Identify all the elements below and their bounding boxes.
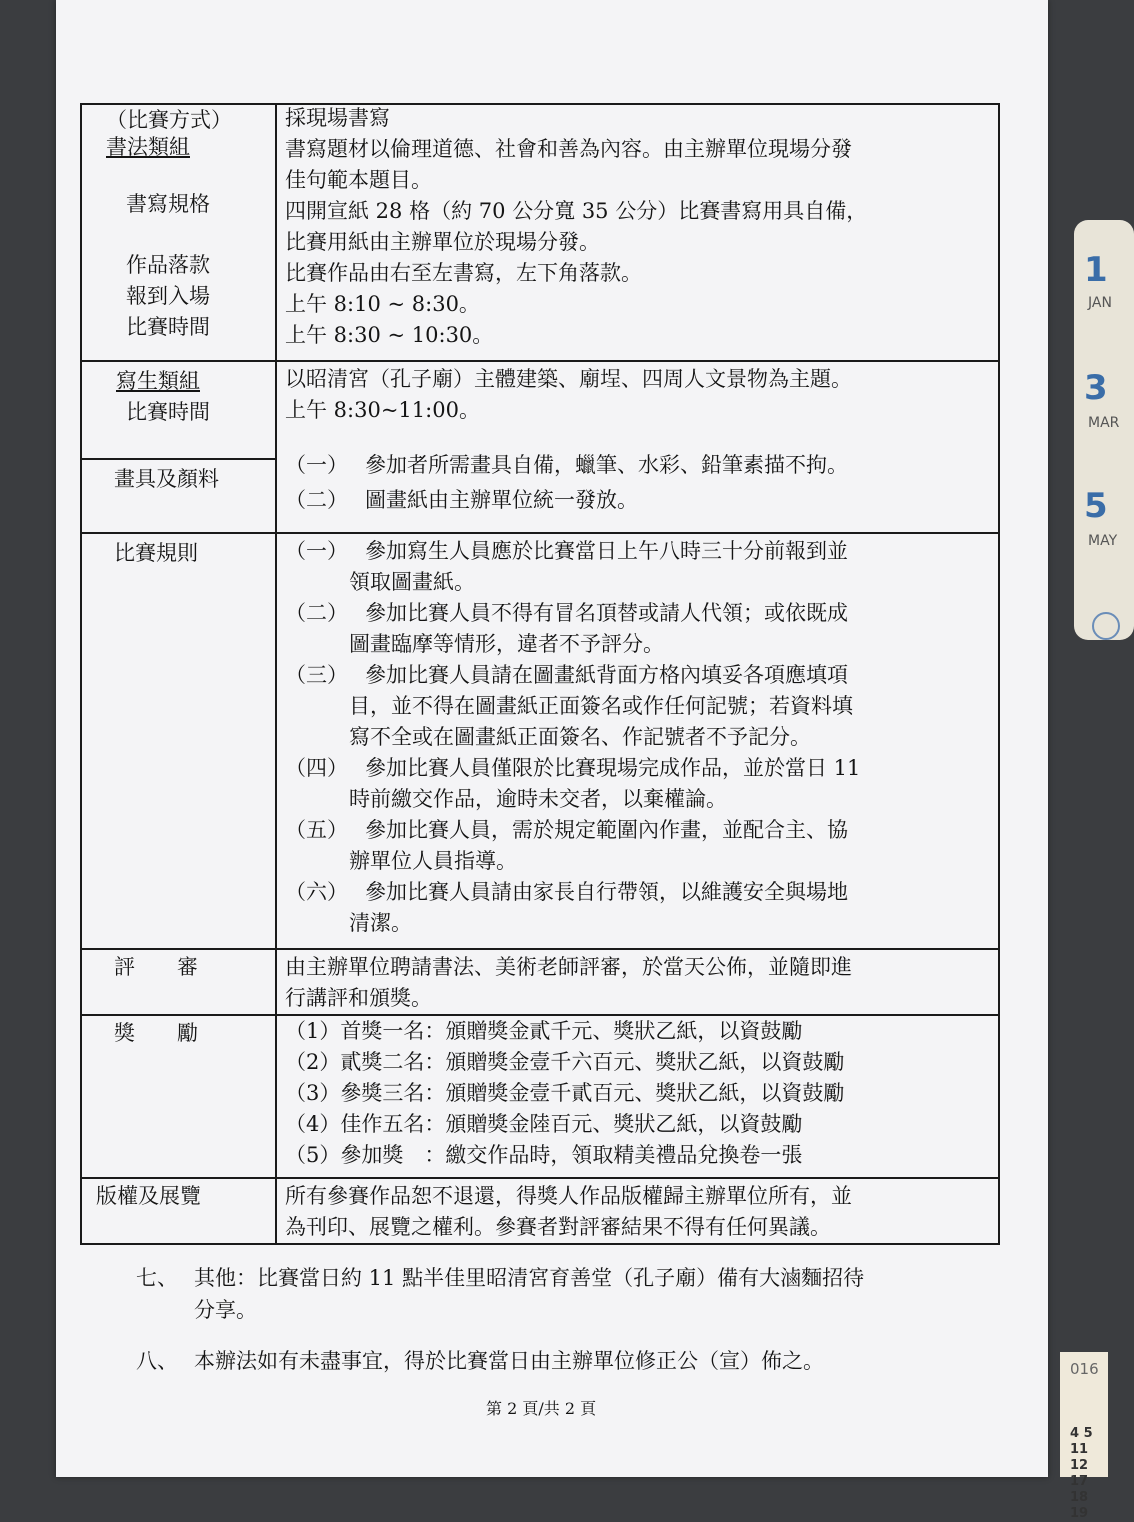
rule-text: 領取圖畫紙。 bbox=[349, 570, 475, 594]
calendar-number: 5 bbox=[1084, 486, 1108, 526]
rule-item bbox=[285, 536, 998, 567]
other-item-8 bbox=[136, 1346, 824, 1377]
item-number: （六） bbox=[285, 880, 348, 904]
rule-item bbox=[285, 877, 998, 908]
rule-text: 參加比賽人員請由家長自行帶領，以維護安全與場地 bbox=[365, 880, 848, 904]
signature-label: 作品落款 bbox=[126, 253, 210, 277]
rule-text: 參加寫生人員應於比賽當日上午八時三十分前報到並 bbox=[365, 539, 848, 563]
other-text: 本辦法如有未盡事宜，得於比賽當日由主辦單位修正公（宣）佈之。 bbox=[194, 1349, 824, 1373]
other-text: 其他：比賽當日約 11 點半佳里昭清宮育善堂（孔子廟）備有大滷麵招待 bbox=[194, 1266, 865, 1290]
background-calendar bbox=[1074, 220, 1134, 640]
calligraphy-label-cell bbox=[81, 104, 276, 361]
rules-label-cell bbox=[81, 533, 276, 949]
method-text: 採現場書寫 bbox=[285, 106, 390, 130]
calendar-number: 3 bbox=[1084, 368, 1108, 408]
sketch-group-label: 寫生類組 bbox=[116, 369, 200, 393]
item-number: （五） bbox=[285, 818, 348, 842]
background-desk-calendar bbox=[1060, 1352, 1108, 1521]
method-label: （比賽方式） bbox=[106, 108, 232, 132]
copyright-text: 所有參賽作品恕不退還，得獎人作品版權歸主辦單位所有，並 bbox=[285, 1184, 852, 1208]
desk-calendar-dates bbox=[1070, 1426, 1108, 1522]
item-marker: 七、 bbox=[136, 1266, 178, 1290]
item-number: （一） bbox=[285, 453, 348, 477]
rule-text: 寫不全或在圖畫紙正面簽名、作記號者不予記分。 bbox=[349, 725, 811, 749]
page-footer: 第 2 頁/共 2 頁 bbox=[486, 1399, 597, 1418]
desk-calendar-date: 4 5 bbox=[1070, 1426, 1093, 1441]
rules-label: 比賽規則 bbox=[114, 541, 198, 565]
topic-text: 佳句範本題目。 bbox=[285, 168, 432, 192]
copyright-label: 版權及展覽 bbox=[96, 1184, 201, 1208]
calendar-number: 1 bbox=[1084, 250, 1108, 290]
checkin-text: 上午 8:10 ~ 8:30。 bbox=[285, 292, 480, 316]
item-number: （一） bbox=[285, 539, 348, 563]
judging-label-cell bbox=[81, 949, 276, 1015]
rule-text: 目，並不得在圖畫紙正面簽名或作任何記號；若資料填 bbox=[349, 694, 853, 718]
material-item bbox=[285, 450, 998, 481]
rule-text: 辦單位人員指導。 bbox=[349, 849, 517, 873]
calendar-month: JAN bbox=[1088, 295, 1112, 311]
rule-text: 清潔。 bbox=[349, 911, 412, 935]
table-row bbox=[81, 361, 999, 459]
rule-item bbox=[285, 598, 998, 629]
copyright-label-cell bbox=[81, 1178, 276, 1244]
rule-text: 時前繳交作品，逾時未交者，以棄權論。 bbox=[349, 787, 727, 811]
desk-calendar-year: 016 bbox=[1070, 1360, 1099, 1378]
calendar-month: MAR bbox=[1088, 415, 1120, 431]
other-item-7 bbox=[136, 1263, 864, 1294]
table-row bbox=[81, 1178, 999, 1244]
rule-item bbox=[285, 753, 998, 784]
signature-text: 比賽作品由右至左書寫，左下角落款。 bbox=[285, 261, 642, 285]
calligraphy-group-label: 書法類組 bbox=[106, 135, 190, 159]
table-row bbox=[81, 533, 999, 949]
item-number: （二） bbox=[285, 601, 348, 625]
award-item: （1）首獎一名：頒贈獎金貳千元、獎狀乙紙，以資鼓勵 bbox=[285, 1019, 803, 1043]
rule-text: 參加比賽人員請在圖畫紙背面方格內填妥各項應填項 bbox=[365, 663, 848, 687]
sketch-label-cell bbox=[81, 361, 276, 459]
awards-label-cell bbox=[81, 1015, 276, 1178]
judging-label: 評 審 bbox=[114, 955, 198, 979]
copyright-text: 為刊印、展覽之權利。參賽者對評審結果不得有任何異議。 bbox=[285, 1215, 831, 1239]
judging-text: 行講評和頒獎。 bbox=[285, 986, 432, 1010]
sketch-time-text: 上午 8:30~11:00。 bbox=[285, 398, 480, 422]
material-item bbox=[285, 485, 998, 516]
calendar-ring bbox=[1092, 612, 1120, 640]
item-text: 圖畫紙由主辦單位統一發放。 bbox=[365, 488, 638, 512]
calligraphy-content-cell bbox=[276, 104, 999, 361]
item-marker: 八、 bbox=[136, 1349, 178, 1373]
judging-text: 由主辦單位聘請書法、美術老師評審，於當天公佈，並隨即進 bbox=[285, 955, 852, 979]
sketch-time-label: 比賽時間 bbox=[126, 400, 210, 424]
topic-text: 書寫題材以倫理道德、社會和善為內容。由主辦單位現場分發 bbox=[285, 137, 852, 161]
award-item: （3）參獎三名：頒贈獎金壹千貳百元、獎狀乙紙，以資鼓勵 bbox=[285, 1081, 845, 1105]
rule-text: 參加比賽人員僅限於比賽現場完成作品，並於當日 11 bbox=[365, 756, 861, 780]
time-text: 上午 8:30 ~ 10:30。 bbox=[285, 323, 494, 347]
table-row bbox=[81, 104, 999, 361]
rule-text: 參加比賽人員，需於規定範圍內作畫，並配合主、協 bbox=[365, 818, 848, 842]
rule-text: 圖畫臨摩等情形，違者不予評分。 bbox=[349, 632, 664, 656]
table-row bbox=[81, 949, 999, 1015]
time-label: 比賽時間 bbox=[126, 315, 210, 339]
calendar-month: MAY bbox=[1088, 533, 1118, 549]
sketch-text: 以昭清宮（孔子廟）主體建築、廟埕、四周人文景物為主題。 bbox=[285, 367, 852, 391]
item-text: 參加者所需畫具自備，蠟筆、水彩、鉛筆素描不拘。 bbox=[365, 453, 848, 477]
spec-text: 比賽用紙由主辦單位於現場分發。 bbox=[285, 230, 600, 254]
award-item: （5）參加獎 ：繳交作品時，領取精美禮品兌換卷一張 bbox=[285, 1143, 803, 1167]
other-item-7-cont: 分享。 bbox=[194, 1298, 257, 1322]
sketch-content-cell bbox=[276, 361, 999, 533]
spec-label: 書寫規格 bbox=[126, 192, 210, 216]
judging-content-cell bbox=[276, 949, 999, 1015]
item-number: （二） bbox=[285, 488, 348, 512]
desk-calendar-date: 17 18 19 bbox=[1070, 1474, 1089, 1521]
awards-content-cell bbox=[276, 1015, 999, 1178]
desk-calendar-date: 11 12 bbox=[1070, 1442, 1089, 1473]
award-item: （2）貳獎二名：頒贈獎金壹千六百元、獎狀乙紙，以資鼓勵 bbox=[285, 1050, 845, 1074]
item-number: （三） bbox=[285, 663, 348, 687]
rules-content-cell bbox=[276, 533, 999, 949]
awards-label: 獎 勵 bbox=[114, 1021, 198, 1045]
rule-text: 參加比賽人員不得有冒名頂替或請人代領；或依既成 bbox=[365, 601, 848, 625]
checkin-label: 報到入場 bbox=[126, 284, 210, 308]
rule-item bbox=[285, 815, 998, 846]
award-item: （4）佳作五名：頒贈獎金陸百元、獎狀乙紙，以資鼓勵 bbox=[285, 1112, 803, 1136]
copyright-content-cell bbox=[276, 1178, 999, 1244]
rule-item bbox=[285, 660, 998, 691]
item-number: （四） bbox=[285, 756, 348, 780]
competition-table bbox=[80, 103, 1000, 1245]
table-row bbox=[81, 1015, 999, 1178]
materials-label: 畫具及顏料 bbox=[114, 467, 219, 491]
materials-label-cell bbox=[81, 459, 276, 533]
spec-text: 四開宣紙 28 格（約 70 公分寬 35 公分）比賽書寫用具自備， bbox=[285, 199, 868, 223]
